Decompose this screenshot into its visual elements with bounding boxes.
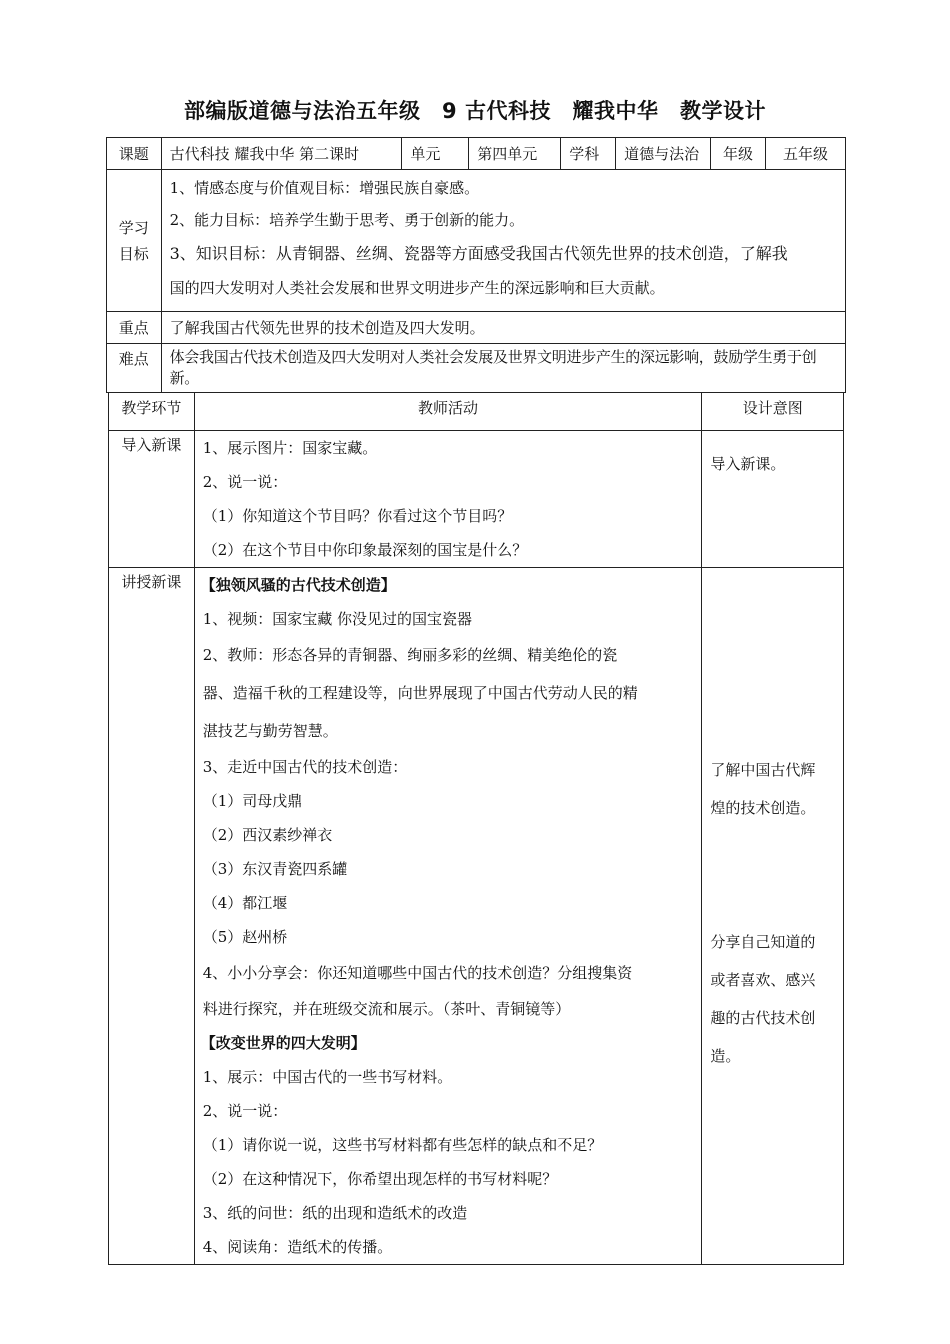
intent-2c: 趣的古代技术创 (710, 1009, 816, 1027)
header-design-intent: 设计意图 (702, 393, 844, 431)
goal-1: 1、情感态度与价值观目标：增强民族自豪感。 (169, 179, 480, 197)
info-row-topic (107, 138, 846, 170)
intro-intent: 导入新课。 (702, 431, 844, 568)
teach-line-3: 3、走近中国古代的技术创造： (202, 758, 408, 776)
teach-line-3-2: （2）西汉素纱禅衣 (202, 826, 333, 844)
page-title: 部编版道德与法治五年级 9 古代科技 耀我中华 教学设计 (184, 99, 766, 123)
info-row-key (107, 312, 846, 344)
teach-stage: 讲授新课 (109, 568, 195, 1265)
intent-1a: 了解中国古代辉 (710, 761, 816, 779)
grade-label: 年级 (711, 138, 766, 170)
goal-3b: 国的四大发明对人类社会发展和世界文明进步产生的深远影响和巨大贡献。 (169, 279, 665, 297)
teach-m2: 2、说一说： (202, 1102, 288, 1120)
intent-2a: 分享自己知道的 (710, 933, 816, 951)
intro-line-1: 1、展示图片：国家宝藏。 (202, 439, 378, 457)
intro-stage: 导入新课 (109, 431, 195, 568)
topic-value: 古代科技 耀我中华 第二课时 (161, 138, 402, 170)
intro-activity (194, 431, 702, 568)
teach-line-2c: 湛技艺与勤劳智慧。 (202, 722, 338, 740)
teach-line-3-1: （1）司母戊鼎 (202, 792, 303, 810)
goals-label-line-2: 目标 (118, 244, 149, 263)
teach-heading-2: 【改变世界的四大发明】 (200, 1034, 366, 1052)
header-teacher-activity: 教师活动 (194, 393, 702, 431)
subject-label: 学科 (561, 138, 616, 170)
teach-line-3-5: （5）赵州桥 (202, 928, 288, 946)
difficulty-label: 难点 (107, 344, 162, 393)
key-value: 了解我国古代领先世界的技术创造及四大发明。 (161, 312, 845, 344)
process-header-row (109, 393, 844, 431)
teach-line-4a: 4、小小分享会：你还知道哪些中国古代的技术创造？分组搜集资 (202, 964, 633, 982)
teach-line-4b: 料进行探究，并在班级交流和展示。（茶叶、青铜镜等） (202, 1000, 571, 1018)
process-row-intro (109, 431, 844, 568)
unit-label: 单元 (402, 138, 469, 170)
teach-intent (702, 568, 844, 1265)
key-label: 重点 (107, 312, 162, 344)
goals-label (107, 170, 162, 312)
info-row-goals (107, 170, 846, 312)
intent-2b: 或者喜欢、感兴 (710, 971, 816, 989)
teach-activity (194, 568, 702, 1265)
goal-3a: 3、知识目标：从青铜器、丝绸、瓷器等方面感受我国古代领先世界的技术创造，了解我 (169, 244, 788, 263)
intro-line-4: （2）在这个节目中你印象最深刻的国宝是什么？ (202, 541, 528, 559)
teaching-process-table (108, 392, 844, 1265)
goal-2: 2、能力目标：培养学生勤于思考、勇于创新的能力。 (169, 211, 525, 229)
teach-line-3-3: （3）东汉青瓷四系罐 (202, 860, 348, 878)
intent-2d: 造。 (710, 1047, 741, 1065)
intro-line-3: （1）你知道这个节目吗？你看过这个节目吗？ (202, 507, 513, 525)
intro-line-2: 2、说一说： (202, 473, 288, 491)
intent-1b: 煌的技术创造。 (710, 799, 816, 817)
teach-m2-1: （1）请你说一说，这些书写材料都有些怎样的缺点和不足？ (202, 1136, 603, 1154)
lesson-info-table (106, 137, 846, 393)
info-row-difficulty (107, 344, 846, 393)
process-row-teach (109, 568, 844, 1265)
goals-label-line-1: 学习 (118, 218, 149, 237)
teach-line-2b: 器、造福千秋的工程建设等，向世界展现了中国古代劳动人民的精 (202, 684, 638, 702)
topic-label: 课题 (107, 138, 162, 170)
teach-line-2a: 2、教师：形态各异的青铜器、绚丽多彩的丝绸、精美绝伦的瓷 (202, 646, 618, 664)
header-stage: 教学环节 (109, 393, 195, 431)
teach-line-1: 1、视频：国家宝藏 你没见过的国宝瓷器 (202, 610, 473, 628)
difficulty-value: 体会我国古代技术创造及四大发明对人类社会发展及世界文明进步产生的深远影响，鼓励学生勇于创新。 (161, 344, 845, 393)
grade-value: 五年级 (766, 138, 846, 170)
teach-m1: 1、展示：中国古代的一些书写材料。 (202, 1068, 453, 1086)
subject-value: 道德与法治 (616, 138, 711, 170)
teach-heading-1: 【独领风骚的古代技术创造】 (200, 576, 396, 594)
teach-m4: 4、阅读角：造纸术的传播。 (202, 1238, 393, 1256)
unit-value: 第四单元 (469, 138, 561, 170)
teach-m2-2: （2）在这种情况下，你希望出现怎样的书写材料呢？ (202, 1170, 558, 1188)
goals-content (161, 170, 845, 312)
teach-m3: 3、纸的问世：纸的出现和造纸术的改造 (202, 1204, 468, 1222)
teach-line-3-4: （4）都江堰 (202, 894, 288, 912)
